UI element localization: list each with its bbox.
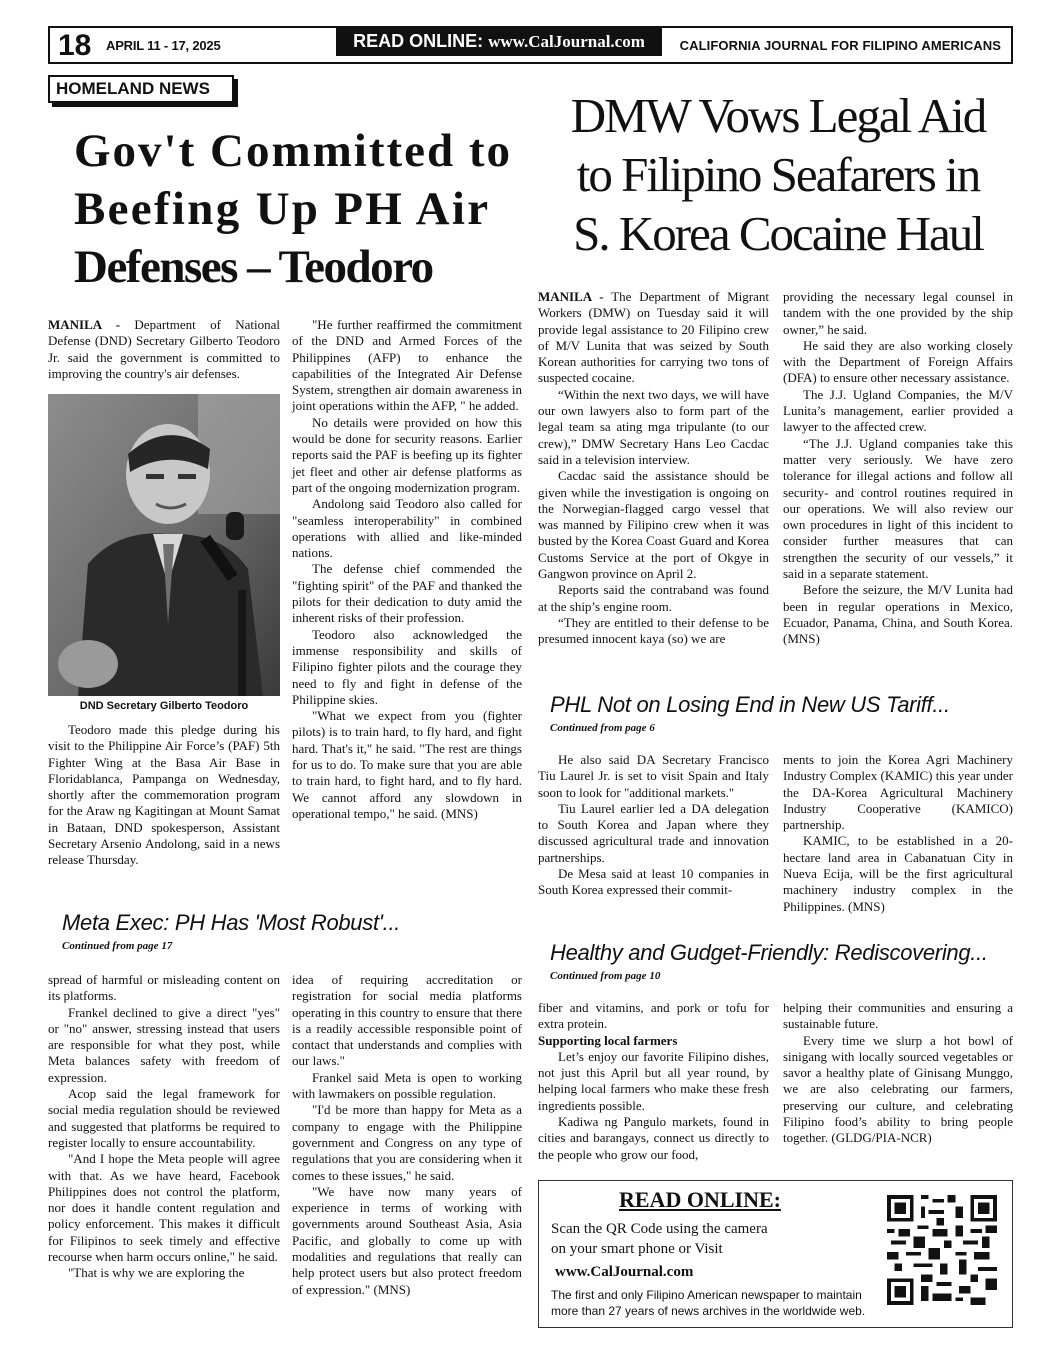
publication-name: CALIFORNIA JOURNAL FOR FILIPINO AMERICANS <box>679 38 1001 53</box>
article-paragraph: Teodoro made this pledge during his visit to the Philippine Air Force’s (PAF) 5th Fighter Wing at the Basa Air Base in Floridablanca, Pampanga on Wednesday, shortly after the commemoration program for the Araw ng Kagitingan at Mount Samat in Bataan, DND spokesperson, Assistant Secretary Arsenio Andolong, said in a news release Thursday. <box>48 722 280 868</box>
section-label-text: HOMELAND NEWS <box>48 75 234 103</box>
headline-line: Defenses – Teodoro <box>74 241 433 293</box>
article-paragraph: “They are entitled to their defense to be presumed innocent kaya (so) we are <box>538 614 769 647</box>
article-paragraph: Frankel declined to give a direct "yes" or "no" answer, stressing instead that users are responsible for what they post, while Meta balances safety with freedom of expression. <box>48 1004 280 1085</box>
article-dmw-col2 <box>783 289 1013 648</box>
headline-line: DMW Vows Legal Aid <box>570 88 986 143</box>
article-tariff-title[interactable]: PHL Not on Losing End in New US Tariff... <box>550 692 950 717</box>
article-paragraph: spread of harmful or misleading content on its platforms. <box>48 972 280 1004</box>
article-tariff-col2 <box>783 752 1013 915</box>
article-tariff-col1 <box>538 752 769 899</box>
article-paragraph: “Within the next two days, we will have our own lawyers also to form part of the legal team sa ating mga tripulante (to our crew),” DMW Secretary Hans Leo Cacdac said in a television interview. <box>538 386 769 467</box>
continued-from: Continued from page 6 <box>550 722 655 734</box>
article-dmw-col1 <box>538 289 769 648</box>
article-paragraph: Every time we slurp a hot bowl of sinigang with locally sourced vegetables or savor a healthy plate of Ginisang Munggo, we are also celebrating our farmers, preserving our culture, and celebrating Filipino food’s ability to bring people together. (GLDG/PIA-NCR) <box>783 1032 1013 1146</box>
page-number: 18 <box>58 29 92 62</box>
headline-line: S. Korea Cocaine Haul <box>573 206 983 261</box>
article-paragraph: Cacdac said the assistance should be given while the investigation is ongoing on the Norwegian-flagged cargo vessel that was manned by Filipino crew when it was busted by the Korea Coast Guard and Korea Customs Service at the port of Okgye in Gangwon province on April 2. <box>538 468 769 582</box>
article-paragraph: Kadiwa ng Pangulo markets, found in cities and barangays, connect us directly to the people who grow our food, <box>538 1114 769 1162</box>
article-paragraph: Acop said the legal framework for social media regulation should be reviewed and suggested that platforms be required to register locally to ensure accountability. <box>48 1086 280 1150</box>
dateline: MANILA - <box>48 317 121 332</box>
article-paragraph: Before the seizure, the M/V Lunita had been in regular operations in Mexico, Ecuador, Panama, China, and South Korea. (MNS) <box>783 582 1013 647</box>
article-meta-col2 <box>292 972 522 1298</box>
read-online-url[interactable]: www.CalJournal.com <box>488 32 645 51</box>
photo-caption: DND Secretary Gilberto Teodoro <box>79 700 249 712</box>
article-meta-title[interactable]: Meta Exec: PH Has 'Most Robust'... <box>62 910 401 935</box>
article-paragraph: "What we expect from you (fighter pilots) is to train hard, to fly hard, and fight hard. That's it," he said. "The rest are things for us to do. To make sure that you are able to train hard, to fight hard, and to fly hard. We cannot afford any slowdown in operational tempo," he said. (MNS) <box>292 708 522 821</box>
article-teodoro-col1 <box>48 722 280 869</box>
article-paragraph: Let’s enjoy our favorite Filipino dishes, not just this April but all year round, by helping local farmers who make these fresh ingredients possible. <box>538 1048 769 1113</box>
promo-url[interactable]: www.CalJournal.com <box>555 1264 694 1280</box>
article-paragraph: "I'd be more than happy for Meta as a company to engage with the Philippine government and Congress on any type of regulations that you are considering when it comes to these issues," he said. <box>292 1102 522 1183</box>
article-paragraph: MANILA - Department of National Defense (DND) Secretary Gilberto Teodoro Jr. said the government is committed to improving the country's air defenses. <box>48 317 280 381</box>
article-paragraph: “The J.J. Ugland companies take this matter very seriously. We have zero tolerance for illegal actions and follow all security- and control routines required in our operations. We will also review our own procedures in light of this incident to consider further measures that can strengthen the security of our vessels,” it said in a separate statement. <box>783 435 1013 582</box>
article-paragraph: "And I hope the Meta people will agree with that. As we have heard, Facebook Philippines does not control the platform, nor does it handle content regulation and policy enforcement. This makes it difficult for Filipinos to seek timely and effective recourse when harm occurs online," he said. <box>48 1151 280 1265</box>
read-online-label: READ ONLINE: <box>353 31 484 51</box>
headline-line: Gov't Committed to <box>74 125 513 177</box>
section-label <box>48 75 238 107</box>
article-paragraph: He said they are also working closely with the Department of Foreign Affairs (DFA) to ensure other necessary assistance. <box>783 337 1013 386</box>
continued-from: Continued from page 10 <box>550 970 661 982</box>
article-paragraph: MANILA - The Department of Migrant Workers (DMW) on Tuesday said it will provide legal assistance to 20 Filipino crew of M/V Lunita that was seized by South Korean authorities for carrying two tons of suspected cocaine. <box>538 289 769 386</box>
article-paragraph: helping their communities and ensuring a sustainable future. <box>783 1000 1013 1032</box>
article-paragraph: ments to join the Korea Agri Machinery Industry Complex (KAMIC) this year under the DA-Korea Agricultural Machinery Industry Cooperative (KAMICO) partnership. <box>783 752 1013 833</box>
article-paragraph: providing the necessary legal counsel in tandem with the one provided by the ship owner,” he said. <box>783 289 1013 337</box>
read-online-banner[interactable] <box>336 26 662 56</box>
article-paragraph: Reports said the contraband was found at the ship’s engine room. <box>538 582 769 614</box>
promo-instructions: Scan the QR Code using the camera on your smart phone or Visit <box>551 1221 768 1257</box>
article-healthy-col1 <box>538 1000 769 1163</box>
page-header <box>48 26 1013 64</box>
article-paragraph: Frankel said Meta is open to working with lawmakers on possible regulation. <box>292 1069 522 1102</box>
read-online-promo <box>538 1180 1013 1328</box>
article-paragraph: KAMIC, to be established in a 20-hectare land area in Cabanatuan City in Nueva Ecija, will be the first agricultural machinery industry complex in the Philippines. (MNS) <box>783 833 1013 914</box>
promo-title: READ ONLINE: <box>619 1187 781 1212</box>
continued-from: Continued from page 17 <box>62 940 173 952</box>
teodoro-photo <box>48 394 280 696</box>
article-paragraph: "We have now many years of experience in terms of working with governments around Southeast Asia, Asia Pacific, and globally to come up with modalities and regulations that really can help protect users but also protect freedom of expression." (MNS) <box>292 1183 522 1297</box>
article-paragraph: "That is why we are exploring the <box>68 1265 245 1281</box>
article-paragraph: De Mesa said at least 10 companies in South Korea expressed their commit- <box>538 866 769 898</box>
issue-date: APRIL 11 - 17, 2025 <box>106 38 221 53</box>
article-teodoro-lead <box>48 317 280 382</box>
article-dmw-headline <box>553 86 1003 263</box>
article-teodoro-headline <box>74 122 514 296</box>
article-subheading: Supporting local farmers <box>538 1032 678 1048</box>
article-paragraph: No details were provided on how this would be done for security reasons. Earlier reports said the PAF is beefing up its fighter jet fleet and other air defense platforms as part of the ongoing modernization program. <box>292 414 522 495</box>
article-teodoro-col2 <box>292 317 522 822</box>
article-healthy-col2 <box>783 1000 1013 1147</box>
promo-footer: The first and only Filipino American newspaper to maintain more than 27 years of news archives in the worldwide web. <box>551 1288 866 1318</box>
portrait-illustration <box>48 394 280 696</box>
headline-line: Beefing Up PH Air <box>74 183 491 235</box>
article-paragraph: Teodoro also acknowledged the immense responsibility and skills of Filipino fighter pilots and the courage they need to fly and fight in defense of the Philippine skies. <box>292 626 522 707</box>
article-paragraph: idea of requiring accreditation or registration for social media platforms operating in this country to ensure that there is a readily accessible responsible point of contact that understands and complies with our laws." <box>292 972 522 1069</box>
article-paragraph: Tiu Laurel earlier led a DA delegation to South Korea and Japan where they discussed agricultural trade and innovation partnerships. <box>538 800 769 865</box>
article-paragraph: He also said DA Secretary Francisco Tiu Laurel Jr. is set to visit Spain and Italy soon to look for "additional markets." <box>538 752 769 800</box>
dateline: MANILA - <box>538 289 604 304</box>
article-paragraph: The J.J. Ugland Companies, the M/V Lunita’s management, earlier provided a lawyer to the affected crew. <box>783 386 1013 435</box>
qr-code-icon[interactable] <box>887 1195 997 1305</box>
article-paragraph: Andolong said Teodoro also called for "seamless interoperability" in combined operations with allied and like-minded nations. <box>292 496 522 561</box>
article-paragraph: "He further reaffirmed the commitment of the DND and Armed Forces of the Philippines (AFP) to enhance the capabilities of the Integrated Air Defense System, strengthen air domain awareness in joint operations within the AFP, " he added. <box>292 317 522 414</box>
article-healthy-title[interactable]: Healthy and Gudget-Friendly: Rediscovering... <box>550 940 988 965</box>
article-paragraph: fiber and vitamins, and pork or tofu for extra protein. <box>538 1000 769 1032</box>
article-paragraph: The defense chief commended the "fighting spirit" of the PAF and thanked the pilots for their dedication to duty amid the inherent risks of their profession. <box>292 561 522 626</box>
headline-line: to Filipino Seafarers in <box>576 147 980 202</box>
article-meta-col1 <box>48 972 280 1282</box>
